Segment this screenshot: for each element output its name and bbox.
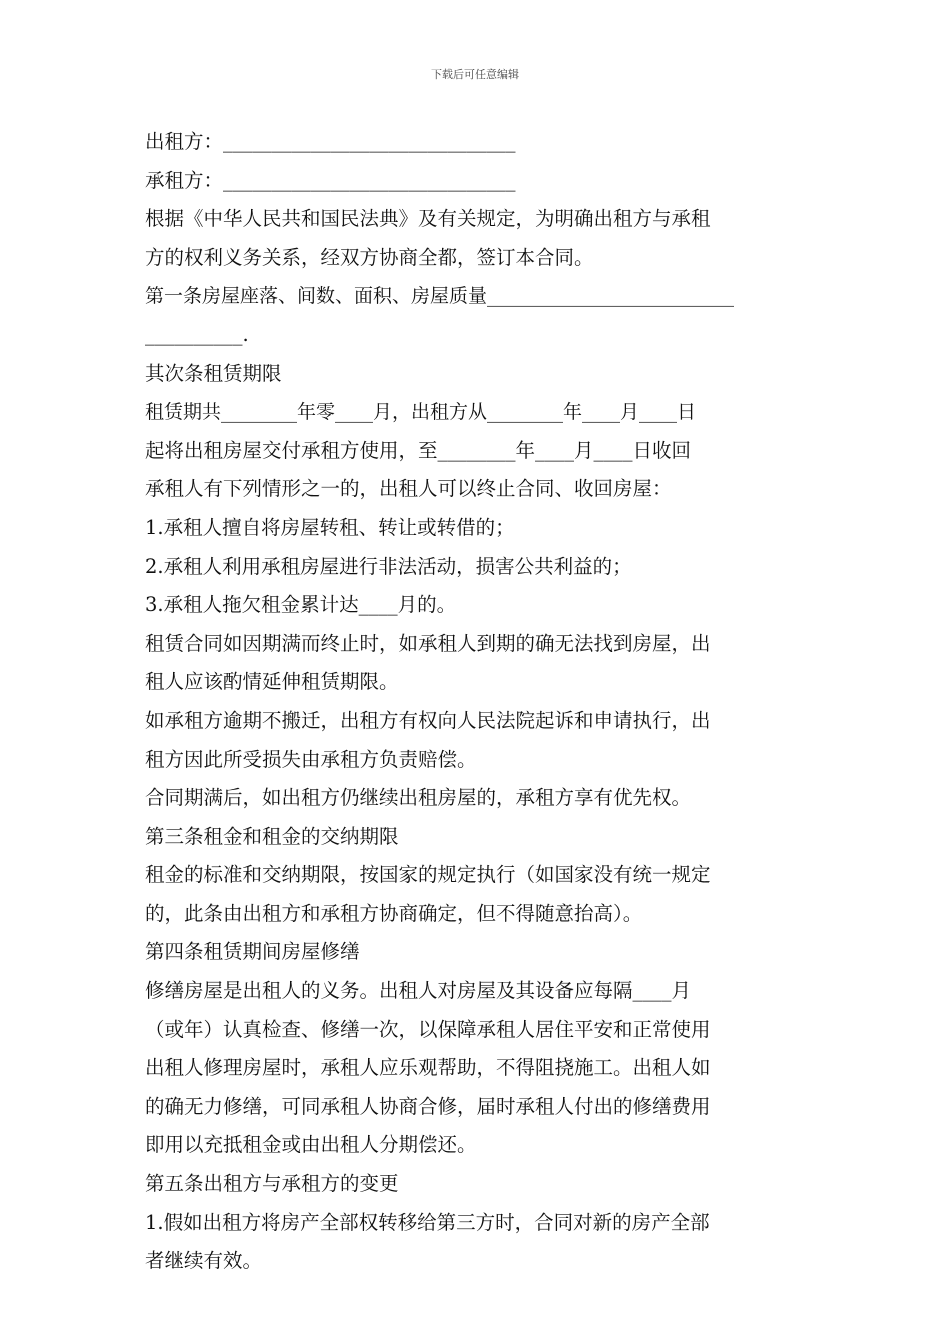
text-line: __________.	[145, 322, 249, 346]
section-heading: 第四条租赁期间房屋修缮	[145, 940, 360, 964]
text-line: 方的权利义务关系，经双方协商全都，签订本合同。	[145, 245, 594, 269]
text-line: 承租方：______________________________	[145, 168, 516, 192]
text-line: 承租人有下列情形之一的，出租人可以终止合同、收回房屋：	[145, 477, 672, 501]
contract-body	[145, 123, 807, 1281]
text-line: 修缮房屋是出租人的义务。出租人对房屋及其设备应每隔____月	[145, 979, 692, 1003]
section-heading: 第五条出租方与承租方的变更	[145, 1172, 399, 1196]
text-line: 者继续有效。	[145, 1249, 263, 1273]
text-line: 租赁期共________年零____月，出租方从________年____月____日	[145, 401, 697, 424]
text-line: 的确无力修缮，可同承租人协商合修，届时承租人付出的修缮费用	[145, 1094, 711, 1118]
page-header: 下载后可任意编辑	[431, 68, 519, 81]
text-line: 即用以充抵租金或由出租人分期偿还。	[145, 1133, 477, 1157]
list-item: 3.承租人拖欠租金累计达____月的。	[145, 593, 457, 617]
text-line: （或年）认真检查、修缮一次，以保障承租人居住平安和正常使用	[145, 1017, 711, 1041]
text-line: 租人应该酌情延伸租赁期限。	[145, 670, 399, 694]
list-item: 2.承租人利用承租房屋进行非法活动，损害公共利益的；	[145, 554, 632, 578]
section-heading: 其次条租赁期限	[145, 361, 282, 385]
text-line: 合同期满后，如出租方仍继续出租房屋的，承租方享有优先权。	[145, 786, 692, 810]
text-line: 的，此条由出租方和承租方协商确定，但不得随意抬高）。	[145, 901, 643, 925]
text-line: 如承租方逾期不搬迁，出租方有权向人民法院起诉和申请执行，出	[145, 708, 711, 732]
list-item: 1.承租人擅自将房屋转租、转让或转借的；	[145, 515, 515, 539]
text-line: 出租方：______________________________	[145, 130, 516, 153]
text-line: 根据《中华人民共和国民法典》及有关规定，为明确出租方与承租	[145, 207, 711, 231]
text-line: 第一条房屋座落、间数、面积、房屋质量__________________________	[145, 285, 735, 308]
section-heading: 第三条租金和租金的交纳期限	[145, 824, 399, 848]
text-line: 起将出租房屋交付承租方使用，至________年____月____日收回	[145, 438, 692, 462]
list-item: 1.假如出租方将房产全部权转移给第三方时，合同对新的房产全部	[145, 1210, 710, 1234]
text-line: 租方因此所受损失由承租方负责赔偿。	[145, 747, 477, 771]
text-line: 租金的标准和交纳期限，按国家的规定执行（如国家没有统一规定	[145, 863, 711, 887]
text-line: 出租人修理房屋时，承租人应乐观帮助，不得阻挠施工。出租人如	[145, 1056, 711, 1080]
text-line: 租赁合同如因期满而终止时，如承租人到期的确无法找到房屋，出	[145, 631, 711, 655]
